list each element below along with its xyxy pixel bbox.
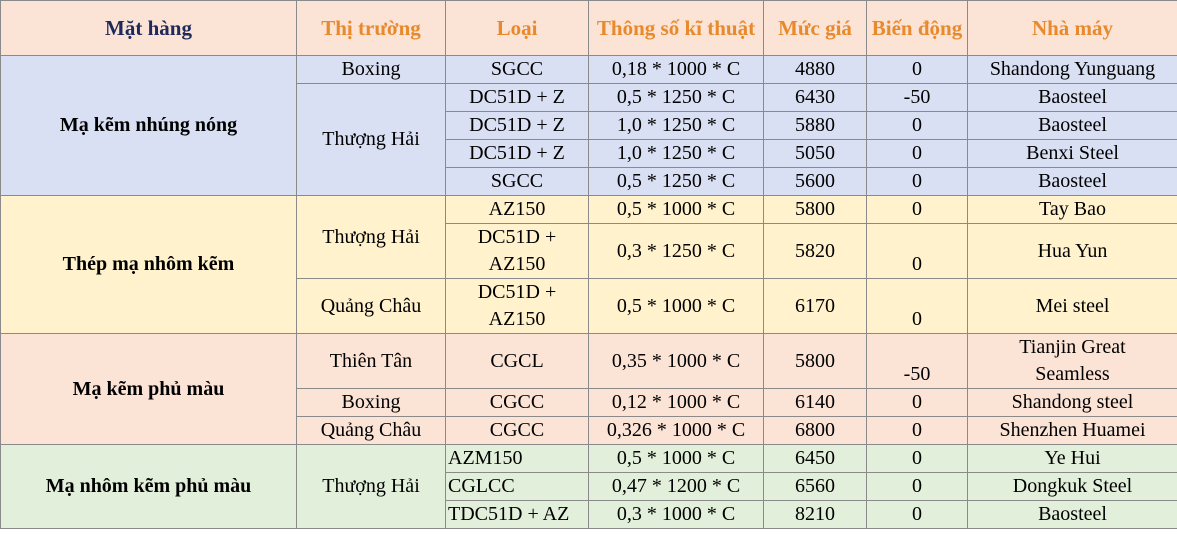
type-line-2: AZ150 [488,253,546,275]
change-cell: -50 [867,84,968,112]
category-cell: Mạ nhôm kẽm phủ màu [1,445,297,529]
factory-line-1: Tianjin Great [1019,336,1126,358]
change-cell: 0 [867,140,968,168]
price-cell: 5050 [764,140,867,168]
header-market: Thị trường [297,1,446,56]
price-cell: 6450 [764,445,867,473]
type-cell: CGCC [446,417,589,445]
header-type: Loại [446,1,589,56]
factory-cell: Mei steel [968,279,1177,334]
category-cell: Mạ kẽm phủ màu [1,334,297,445]
spec-cell: 0,3 * 1000 * C [589,501,764,529]
change-cell: 0 [867,417,968,445]
type-line-1: DC51D + [477,226,557,248]
spec-cell: 0,3 * 1250 * C [589,224,764,279]
factory-cell: Baosteel [968,168,1177,196]
table-row [1,445,1177,473]
type-cell: AZM150 [446,445,589,473]
market-cell: Quảng Châu [297,417,446,445]
price-cell: 5880 [764,112,867,140]
price-cell: 6170 [764,279,867,334]
change-cell: 0 [867,224,968,279]
spec-cell: 0,12 * 1000 * C [589,389,764,417]
factory-cell: Shandong Yunguang [968,56,1177,84]
spec-cell: 1,0 * 1250 * C [589,112,764,140]
spec-cell: 0,5 * 1250 * C [589,84,764,112]
type-cell: CGCC [446,389,589,417]
type-line-2: AZ150 [488,308,546,330]
type-cell: CGCL [446,334,589,389]
change-cell: 0 [867,445,968,473]
change-cell: 0 [867,501,968,529]
factory-cell: Baosteel [968,84,1177,112]
factory-cell [968,334,1177,389]
factory-cell: Tay Bao [968,196,1177,224]
factory-cell: Benxi Steel [968,140,1177,168]
header-product: Mặt hàng [1,1,297,56]
change-cell: 0 [867,112,968,140]
change-cell: 0 [867,279,968,334]
price-cell: 5800 [764,334,867,389]
spec-cell: 0,5 * 1250 * C [589,168,764,196]
factory-line-2: Seamless [1035,363,1110,385]
price-cell: 5800 [764,196,867,224]
spec-cell: 0,5 * 1000 * C [589,445,764,473]
spec-cell: 0,47 * 1200 * C [589,473,764,501]
market-cell: Thượng Hải [297,445,446,529]
market-cell: Boxing [297,389,446,417]
type-cell: CGLCC [446,473,589,501]
category-cell: Thép mạ nhôm kẽm [1,196,297,334]
change-cell: 0 [867,473,968,501]
market-cell: Thượng Hải [297,196,446,279]
factory-cell: Hua Yun [968,224,1177,279]
type-cell [446,279,589,334]
type-line-1: DC51D + [477,281,557,303]
price-cell: 8210 [764,501,867,529]
type-cell: DC51D + Z [446,140,589,168]
change-cell: 0 [867,56,968,84]
type-cell: TDC51D + AZ [446,501,589,529]
change-cell: 0 [867,196,968,224]
table-row [1,196,1177,224]
factory-cell: Shenzhen Huamei [968,417,1177,445]
spec-cell: 0,35 * 1000 * C [589,334,764,389]
spec-cell: 0,18 * 1000 * C [589,56,764,84]
header-factory: Nhà máy [968,1,1177,56]
type-cell: AZ150 [446,196,589,224]
type-cell: DC51D + Z [446,84,589,112]
type-cell [446,224,589,279]
market-cell: Boxing [297,56,446,84]
header-change: Biến động [867,1,968,56]
market-cell: Thiên Tân [297,334,446,389]
price-cell: 6560 [764,473,867,501]
price-cell: 5820 [764,224,867,279]
header-price: Mức giá [764,1,867,56]
type-cell: SGCC [446,56,589,84]
type-cell: SGCC [446,168,589,196]
spec-cell: 0,5 * 1000 * C [589,279,764,334]
market-cell: Thượng Hải [297,84,446,196]
market-cell: Quảng Châu [297,279,446,334]
change-cell: -50 [867,334,968,389]
price-cell: 6800 [764,417,867,445]
spec-cell: 0,5 * 1000 * C [589,196,764,224]
factory-cell: Ye Hui [968,445,1177,473]
spec-cell: 0,326 * 1000 * C [589,417,764,445]
factory-cell: Baosteel [968,112,1177,140]
type-cell: DC51D + Z [446,112,589,140]
header-row [1,1,1177,56]
header-spec: Thông số kĩ thuật [589,1,764,56]
change-cell: 0 [867,168,968,196]
change-cell: 0 [867,389,968,417]
price-cell: 5600 [764,168,867,196]
factory-cell: Dongkuk Steel [968,473,1177,501]
category-cell: Mạ kẽm nhúng nóng [1,56,297,196]
factory-cell: Shandong steel [968,389,1177,417]
table-row [1,56,1177,84]
price-cell: 6430 [764,84,867,112]
factory-cell: Baosteel [968,501,1177,529]
price-cell: 6140 [764,389,867,417]
spec-cell: 1,0 * 1250 * C [589,140,764,168]
price-cell: 4880 [764,56,867,84]
